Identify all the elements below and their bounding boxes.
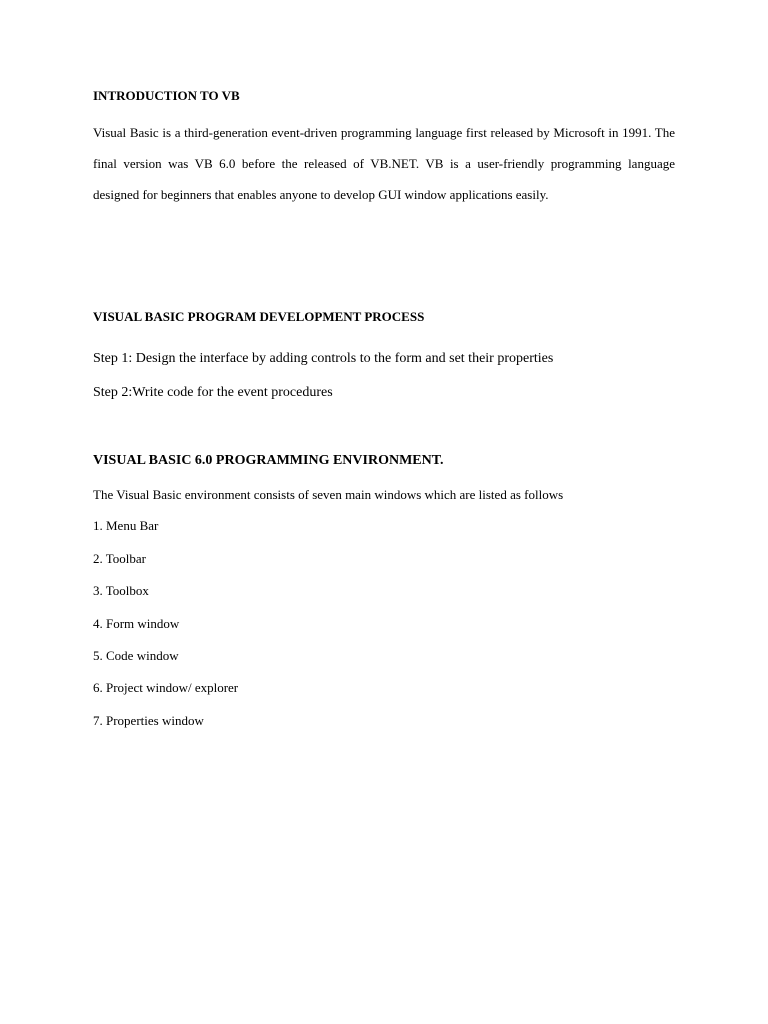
list-item-form-window: 4. Form window: [93, 616, 180, 631]
list-item-code-window: 5. Code window: [93, 648, 179, 663]
environment-heading: VISUAL BASIC 6.0 PROGRAMMING ENVIRONMENT.: [93, 453, 444, 468]
environment-intro: The Visual Basic environment consists of seven main windows which are listed as follows: [93, 487, 564, 502]
intro-heading: INTRODUCTION TO VB: [93, 88, 240, 103]
intro-paragraph: Visual Basic is a third-generation event-driven programming language first released by Microsoft in 1991. The final version was VB 6.0 before the released of VB.NET. VB is a user-friendly programming language designed for beginners that enables anyone to develop GUI window applications easily.: [93, 125, 675, 202]
list-item-toolbar: 2. Toolbar: [93, 551, 147, 566]
process-step-1: Step 1: Design the interface by adding controls to the form and set their properties: [93, 351, 554, 366]
process-heading: VISUAL BASIC PROGRAM DEVELOPMENT PROCESS: [93, 309, 425, 324]
list-item-properties-window: 7. Properties window: [93, 713, 204, 728]
list-item-toolbox: 3. Toolbox: [93, 583, 149, 598]
list-item-menu-bar: 1. Menu Bar: [93, 518, 159, 533]
list-item-project-window: 6. Project window/ explorer: [93, 680, 239, 695]
process-step-2: Step 2:Write code for the event procedures: [93, 385, 333, 400]
